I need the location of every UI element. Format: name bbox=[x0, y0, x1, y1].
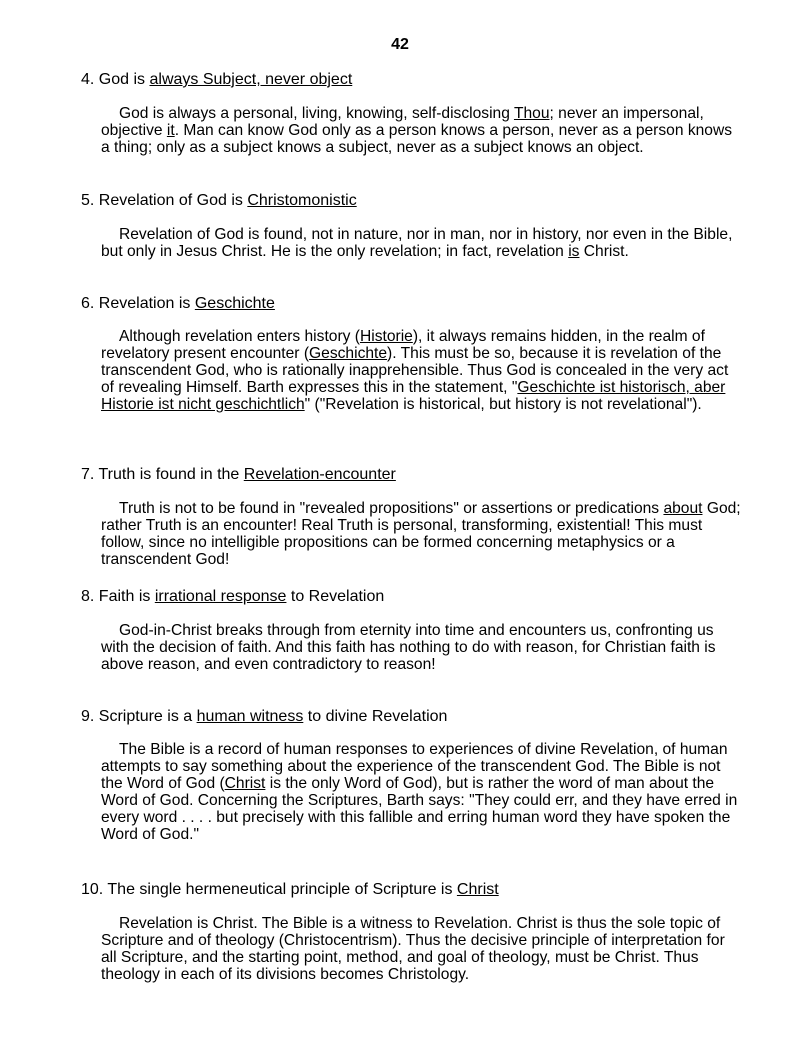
heading-text: to divine Revelation bbox=[303, 708, 448, 725]
heading-text: to Revelation bbox=[286, 588, 385, 605]
section-paragraph bbox=[101, 622, 741, 673]
section-paragraph bbox=[101, 500, 741, 568]
paragraph-text: Although revelation enters history ( bbox=[119, 328, 360, 345]
section-number: 9. bbox=[81, 708, 99, 725]
paragraph-text: ). This must be so, because it is revelation of the transcendent God, who is rationally inapprehensible. Thus God is concealed in the very act of revealing Himself. Barth expresses this in the statement, " bbox=[101, 345, 729, 396]
page-number: 42 bbox=[391, 36, 409, 53]
heading-text: God is bbox=[98, 71, 150, 88]
section-heading bbox=[81, 587, 384, 607]
section-number: 10. bbox=[81, 881, 108, 898]
section-heading bbox=[81, 191, 357, 211]
heading-underlined: Geschichte bbox=[194, 295, 275, 312]
section-heading bbox=[81, 70, 352, 90]
underlined-text: about bbox=[663, 500, 703, 517]
underlined-text: it bbox=[166, 122, 175, 139]
paragraph-text: Revelation of God is found, not in nature, nor in man, nor in history, nor even in the Bible, but only in Jesus Christ. He is the only revelation; in fact, revelation bbox=[101, 226, 733, 260]
heading-text: Faith is bbox=[98, 588, 155, 605]
heading-text: Truth is found in the bbox=[98, 466, 244, 483]
underlined-text: Thou bbox=[513, 105, 550, 122]
section-paragraph bbox=[101, 226, 741, 260]
section-number: 5. bbox=[81, 192, 99, 209]
paragraph-text: God; rather Truth is an encounter! Real Truth is personal, transforming, existential! This must follow, since no intelligible propositions can be formed concerning metaphysics or a transcendent God! bbox=[101, 500, 741, 568]
section-heading bbox=[81, 294, 275, 314]
paragraph-text: Truth is not to be found in "revealed propositions" or assertions or predications bbox=[119, 500, 664, 517]
paragraph-text: The Bible is a record of human responses to experiences of divine Revelation, of human attempts to say something about the experience of the transcendent God. The Bible is not the Word of God ( bbox=[101, 741, 728, 792]
section-heading bbox=[81, 707, 447, 727]
heading-underlined: Revelation-encounter bbox=[243, 466, 396, 483]
section-number: 7. bbox=[81, 466, 99, 483]
section-number: 8. bbox=[81, 588, 99, 605]
heading-underlined: Christ bbox=[456, 881, 499, 898]
section-paragraph bbox=[101, 328, 741, 413]
section-number: 6. bbox=[81, 295, 99, 312]
heading-underlined: Christomonistic bbox=[247, 192, 357, 209]
paragraph-text: Christ. bbox=[579, 243, 629, 260]
paragraph-text: Revelation is Christ. The Bible is a witness to Revelation. Christ is thus the sole topic of Scripture and of theology (Christocentrism). Thus the decisive principle of interpretation for all Scripture, and the starting point, method, and goal of theology, must be Christ. Thus theology in each of its divisions becomes Christology. bbox=[101, 915, 725, 983]
paragraph-text: " ("Revelation is historical, but history is not revelational"). bbox=[304, 396, 702, 413]
underlined-text: Geschichte bbox=[309, 345, 388, 362]
paragraph-text: ), it always remains hidden, in the realm of revelatory present encounter ( bbox=[101, 328, 705, 362]
paragraph-text: God-in-Christ breaks through from eternity into time and encounters us, confronting us with the decision of faith. And this faith has nothing to do with reason, for Christian faith is above reason, and even contradictory to reason! bbox=[101, 622, 716, 673]
underlined-text: Historie bbox=[359, 328, 413, 345]
heading-underlined: human witness bbox=[196, 708, 304, 725]
section-paragraph bbox=[101, 105, 741, 156]
section-heading bbox=[81, 880, 499, 900]
section-paragraph bbox=[101, 915, 741, 983]
heading-underlined: always Subject, never object bbox=[149, 71, 353, 88]
section-heading bbox=[81, 465, 396, 485]
underlined-text: is bbox=[568, 243, 580, 260]
heading-text: The single hermeneutical principle of Scripture is bbox=[107, 881, 457, 898]
heading-text: Revelation is bbox=[98, 295, 195, 312]
heading-text: Scripture is a bbox=[98, 708, 197, 725]
paragraph-text: God is always a personal, living, knowing, self-disclosing bbox=[119, 105, 514, 122]
underlined-text: Geschichte ist historisch, aber Historie ist nicht geschichtlich bbox=[101, 379, 726, 413]
paragraph-text: is the only Word of God), but is rather the word of man about the Word of God. Concerning the Scriptures, Barth says: "They could err, and they have erred in every word . . . . but precisely with this fallible and erring human word they have spoken the Word of God." bbox=[101, 775, 738, 843]
paragraph-text: . Man can know God only as a person knows a person, never as a person knows a thing; only as a subject knows a subject, never as a subject knows an object. bbox=[101, 122, 733, 156]
heading-text: Revelation of God is bbox=[98, 192, 248, 209]
underlined-text: Christ bbox=[224, 775, 266, 792]
heading-underlined: irrational response bbox=[154, 588, 287, 605]
paragraph-text: ; never an impersonal, objective bbox=[101, 105, 704, 139]
section-paragraph bbox=[101, 741, 741, 843]
section-number: 4. bbox=[81, 71, 99, 88]
